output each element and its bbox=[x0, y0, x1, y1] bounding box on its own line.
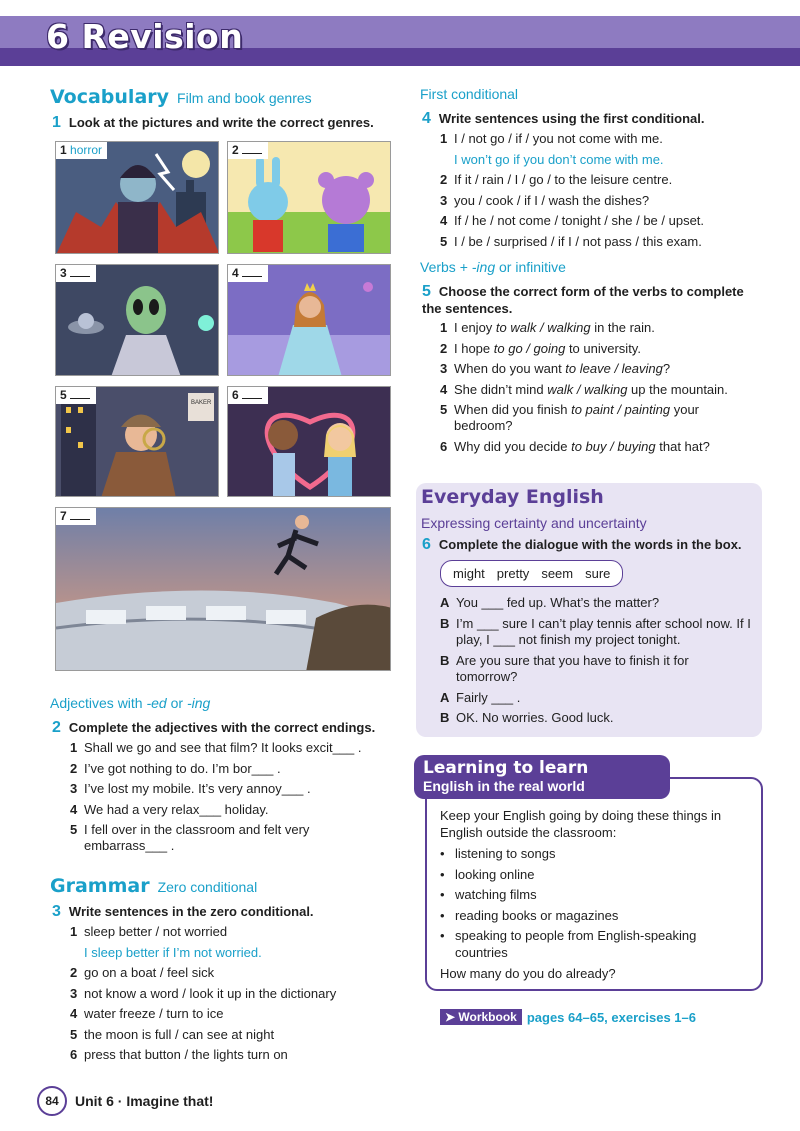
dialogue bbox=[440, 595, 756, 731]
exercise-6-text: Complete the dialogue with the words in the box. bbox=[438, 537, 742, 552]
list-item: 2 If it / rain / I / go / to the leisure centre. bbox=[440, 172, 673, 187]
picture-1-label: 1 horror bbox=[56, 142, 107, 159]
exercise-2-list bbox=[70, 740, 390, 859]
list-item: • looking online bbox=[440, 866, 535, 882]
learning-bullets bbox=[440, 845, 756, 961]
workbook-pages: pages 64–65, exercises 1–6 bbox=[526, 1009, 696, 1025]
list-item: 3 you / cook / if I / wash the dishes? bbox=[440, 192, 650, 208]
learning-question: How many do you do already? bbox=[440, 966, 616, 981]
list-item-answer: I won’t go if you don’t come with me. bbox=[454, 151, 664, 167]
picture-7-action bbox=[55, 507, 391, 671]
vocabulary-heading bbox=[50, 86, 312, 108]
picture-1-answer: horror bbox=[70, 143, 103, 157]
list-item: 6 press that button / the lights turn on bbox=[70, 1047, 288, 1062]
vocabulary-title: Vocabulary bbox=[50, 86, 170, 108]
word-box-item: sure bbox=[585, 566, 611, 581]
workbook-reference bbox=[440, 1009, 696, 1025]
word-box-item: seem bbox=[541, 566, 574, 581]
exercise-3-text: Write sentences in the zero conditional. bbox=[68, 904, 314, 919]
picture-7-label: 7 bbox=[56, 508, 96, 525]
list-item: 3 I’ve lost my mobile. It’s very annoy___ . bbox=[70, 781, 311, 796]
everyday-english-subtitle: Expressing certainty and uncertainty bbox=[421, 515, 647, 531]
list-item: 5 When did you finish to paint / painting your bedroom? bbox=[440, 402, 700, 433]
learning-to-learn-body bbox=[440, 807, 756, 982]
picture-5-detective bbox=[55, 386, 219, 497]
everyday-english-title: Everyday English bbox=[421, 486, 604, 508]
exercise-6-instruction bbox=[422, 536, 742, 554]
footer-unit-title: Unit 6 · Imagine that! bbox=[75, 1093, 214, 1109]
picture-6-label: 6 bbox=[228, 387, 268, 404]
workbook-tag: ➤ Workbook bbox=[440, 1009, 522, 1025]
list-item-answer: I sleep better if I’m not worried. bbox=[84, 944, 262, 960]
list-item: 3 When do you want to leave / leaving? bbox=[440, 361, 671, 376]
word-box-item: might bbox=[453, 566, 485, 581]
page-number: 84 bbox=[37, 1086, 67, 1116]
dialogue-line: A Fairly ___ . bbox=[440, 689, 521, 705]
exercise-1-instruction bbox=[52, 114, 374, 132]
list-item: 1 I / not go / if / you not come with me. bbox=[440, 131, 663, 146]
exercise-5-instruction bbox=[422, 283, 762, 317]
learning-to-learn-header bbox=[414, 755, 670, 799]
exercise-4-list bbox=[440, 131, 760, 254]
picture-1-vampire bbox=[55, 141, 219, 254]
list-item: 3 not know a word / look it up in the dictionary bbox=[70, 985, 337, 1001]
exercise-5-list bbox=[440, 320, 740, 459]
list-item: 1 sleep better / not worried bbox=[70, 924, 228, 939]
list-item: 2 I hope to go / going to university. bbox=[440, 340, 641, 356]
picture-2-label: 2 bbox=[228, 142, 268, 159]
exercise-3-instruction bbox=[52, 903, 314, 921]
list-item: 1 Shall we go and see that film? It looks excit___ . bbox=[70, 740, 362, 755]
exercise-2-number: 2 bbox=[52, 719, 61, 736]
picture-3-alien bbox=[55, 264, 219, 376]
exercise-2-text: Complete the adjectives with the correct endings. bbox=[68, 720, 376, 735]
list-item: 4 She didn’t mind walk / walking up the mountain. bbox=[440, 381, 728, 397]
list-item: 1 I enjoy to walk / walking in the rain. bbox=[440, 320, 655, 335]
first-conditional-heading: First conditional bbox=[420, 86, 519, 102]
word-box bbox=[440, 560, 623, 587]
exercise-1-number: 1 bbox=[52, 114, 61, 131]
exercise-2-instruction bbox=[52, 719, 375, 737]
dialogue-line: B I’m ___ sure I can’t play tennis after school now. If I play, I ___ not finish my project tonight. bbox=[440, 615, 751, 647]
list-item: • watching films bbox=[440, 887, 537, 902]
learning-intro: Keep your English going by doing these things in English outside the classroom: bbox=[440, 808, 722, 840]
exercise-5-text: Choose the correct form of the verbs to complete the sentences. bbox=[422, 284, 744, 316]
exercise-4-instruction bbox=[422, 110, 705, 128]
grammar-heading bbox=[50, 875, 257, 897]
picture-6-romance bbox=[227, 386, 391, 497]
learning-to-learn-subtitle: English in the real world bbox=[423, 778, 585, 794]
list-item: 4 If / he / not come / tonight / she / be / upset. bbox=[440, 213, 705, 228]
list-item: 4 water freeze / turn to ice bbox=[70, 1006, 224, 1021]
exercise-3-list bbox=[70, 924, 390, 1068]
picture-3-label: 3 bbox=[56, 265, 96, 282]
list-item: • reading books or magazines bbox=[440, 907, 619, 923]
vocabulary-subtitle: Film and book genres bbox=[177, 90, 312, 106]
list-item: 5 I fell over in the classroom and felt very embarrass___ . bbox=[70, 822, 310, 853]
exercise-1-text: Look at the pictures and write the correct genres. bbox=[68, 115, 374, 130]
verbs-heading: Verbs + -ing or infinitive bbox=[420, 259, 566, 275]
list-item: 2 I’ve got nothing to do. I’m bor___ . bbox=[70, 760, 281, 776]
list-item: • speaking to people from English-speaking countries bbox=[440, 928, 697, 960]
picture-2-cartoon bbox=[227, 141, 391, 254]
learning-to-learn-title: Learning to learn bbox=[423, 758, 589, 778]
street-sign-text: BAKER bbox=[191, 400, 212, 406]
word-box-item: pretty bbox=[496, 566, 530, 581]
exercise-5-number: 5 bbox=[422, 283, 431, 300]
picture-4-princess bbox=[227, 264, 391, 376]
adjectives-heading: Adjectives with -ed or -ing bbox=[50, 695, 211, 711]
dialogue-line: B Are you sure that you have to finish it for tomorrow? bbox=[440, 652, 689, 684]
list-item: 5 the moon is full / can see at night bbox=[70, 1026, 275, 1042]
grammar-subtitle: Zero conditional bbox=[157, 879, 258, 895]
picture-4-label: 4 bbox=[228, 265, 268, 282]
list-item: 5 I / be / surprised / if I / not pass / this exam. bbox=[440, 233, 702, 249]
dialogue-line: A You ___ fed up. What’s the matter? bbox=[440, 595, 660, 610]
list-item: 2 go on a boat / feel sick bbox=[70, 965, 215, 980]
list-item: 6 Why did you decide to buy / buying that hat? bbox=[440, 438, 710, 454]
dialogue-line: B OK. No worries. Good luck. bbox=[440, 710, 614, 725]
exercise-4-text: Write sentences using the first conditional. bbox=[438, 111, 705, 126]
picture-5-label: 5 bbox=[56, 387, 96, 404]
exercise-4-number: 4 bbox=[422, 110, 431, 127]
exercise-3-number: 3 bbox=[52, 903, 61, 920]
exercise-6-number: 6 bbox=[422, 536, 431, 553]
list-item: • listening to songs bbox=[440, 846, 556, 861]
everyday-english-panel bbox=[416, 483, 762, 737]
list-item: 4 We had a very relax___ holiday. bbox=[70, 801, 269, 817]
grammar-title: Grammar bbox=[50, 875, 150, 897]
page-title: 6 Revision bbox=[46, 17, 244, 56]
